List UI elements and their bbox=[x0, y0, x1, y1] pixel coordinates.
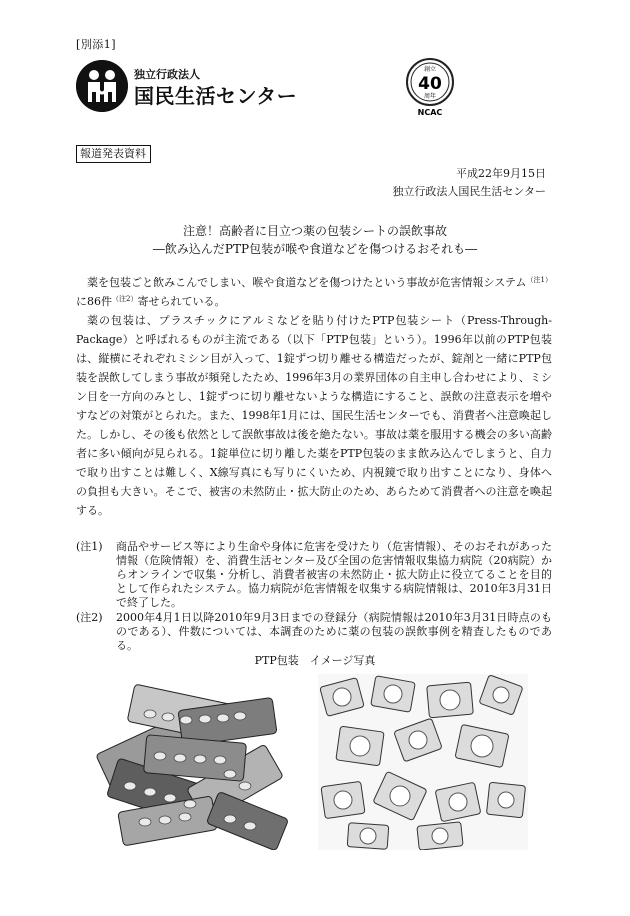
footnote-2 bbox=[76, 611, 552, 653]
document-title: 注意！高齢者に目立つ薬の包装シートの誤飲事故 bbox=[182, 224, 447, 238]
document-subtitle: ―飲み込んだPTP包装が喉や食道などを傷つけるおそれも― bbox=[152, 242, 478, 256]
footnote-text: 商品やサービス等により生命や身体に危害を受けたり（危害情報）、そのおそれがあった情報（危険情報）を、消費生活センター及び全国の危害情報収集協力病院（20病院）からオンラインで収集・分析し、消費者被害の未然防止・拡大防止に役立てることを目的として作られたシステム。協力病院が危害情報を収集する病院情報は、2010年3月31日で終了した。 bbox=[116, 540, 552, 609]
footnote-label: (注1) bbox=[76, 540, 103, 553]
organization-name: 国民生活センター bbox=[134, 84, 298, 108]
body-text bbox=[76, 273, 552, 520]
press-release-label: 報道発表資料 bbox=[76, 145, 151, 163]
ptp-pile-photo bbox=[90, 674, 295, 850]
emblem-acronym: NCAC bbox=[417, 108, 443, 117]
note-2-reference: （注2） bbox=[112, 295, 138, 303]
issuer-name: 独立行政法人国民生活センター bbox=[392, 185, 546, 198]
emblem-top-text: 創立 bbox=[423, 66, 437, 73]
footnotes bbox=[76, 540, 552, 654]
footnote-label: (注2) bbox=[76, 611, 103, 624]
emblem-bottom-text: 周年 bbox=[423, 93, 437, 100]
emblem-number: 40 bbox=[418, 74, 442, 94]
anniversary-emblem bbox=[404, 56, 456, 118]
family-logo-icon bbox=[76, 60, 128, 112]
organization-type: 独立行政法人 bbox=[134, 68, 200, 81]
ptp-single-pills-photo bbox=[318, 674, 528, 850]
release-date: 平成22年9月15日 bbox=[456, 167, 546, 180]
photo-caption: PTP包装 イメージ写真 bbox=[254, 654, 376, 667]
note-1-reference: （注1） bbox=[526, 276, 552, 284]
paragraph-2: 薬の包装は、プラスチックにアルミなどを貼り付けたPTP包装シート（Press-Through-Package）と呼ばれるものが主流である（以下「PTP包装」という）。1996年以前のPTP包装は、縦横にそれぞれミシン目が入って、1錠ずつ切り離せる構造だったが、錠剤と一緒にPTP包装を誤飲してしまう事故が頻発したため、1996年3月の業界団体の自主申し合わせにより、ミシン目を一方向のみとし、1錠ずつに切り離せないような構造にすること、誤飲の注意表示を増やすなどの対策がとられた。また、1998年1月には、国民生活センターでも、消費者へ注意喚起した。しかし、その後も依然として誤飲事故は後を絶たない。事故は薬を服用する機会の多い高齢者に多い傾向が見られる。1錠単位に切り離した薬をPTP包装のまま飲み込んでしまうと、自力で取り出すことは難しく、X線写真にも写りにくいため、内視鏡で取り出すことになり、身体への負担も大きい。そこで、被害の未然防止・拡大防止のため、あらためて消費者への注意を喚起する。 bbox=[76, 314, 552, 517]
footnote-1 bbox=[76, 540, 552, 610]
organization-logo bbox=[76, 60, 306, 116]
attachment-label: [別添1] bbox=[76, 38, 117, 51]
paragraph-1: 薬を包装ごと飲みこんでしまい、喉や食道などを傷つけたという事故が危害情報システム$^{(注1)}$に86件$^{(注2)}$寄せられている。 bbox=[76, 276, 552, 308]
footnote-text: 2000年4月1日以降2010年9月3日までの登録分（病院情報は2010年3月31日時点のものである）、件数については、本調査のために薬の包装の誤飲事例を精査したものである。 bbox=[116, 611, 552, 652]
